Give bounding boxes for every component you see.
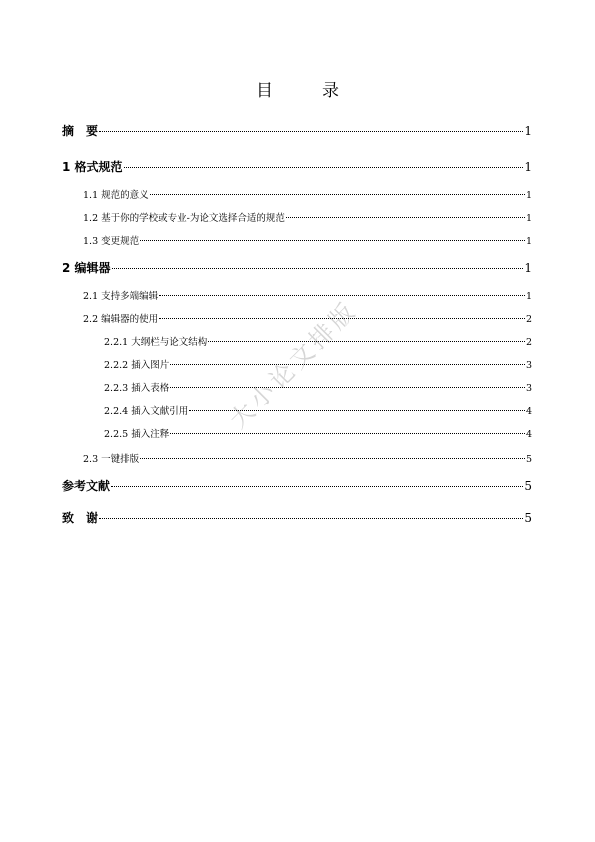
toc-leader-dots [208, 341, 525, 342]
toc-entry-2-2-5[interactable] [104, 426, 532, 440]
toc-entry-label: 2.2.2 插入图片 [104, 360, 170, 371]
toc-entry-page: 1 [524, 124, 532, 138]
toc-leader-dots [170, 387, 525, 388]
toc-leader-dots [99, 518, 523, 519]
toc-entry-label: 2.2 编辑器的使用 [83, 314, 159, 325]
toc-entry-label: 2.2.1 大纲栏与论文结构 [104, 337, 208, 348]
toc-entry-label: 2.2.5 插入注释 [104, 429, 170, 440]
toc-leader-dots [150, 194, 525, 195]
toc-entry-abstract[interactable] [62, 122, 532, 139]
toc-entry-2-1[interactable] [83, 288, 532, 302]
toc-leader-dots [159, 318, 525, 319]
toc-entry-label: 2.2.3 插入表格 [104, 383, 170, 394]
toc-entry-page: 2 [525, 337, 532, 348]
toc-entry-label: 1 格式规范 [62, 160, 123, 174]
toc-leader-dots [124, 167, 524, 168]
toc-entry-1-2[interactable] [83, 210, 532, 224]
toc-entry-page: 1 [525, 291, 532, 302]
toc-entry-1-3[interactable] [83, 233, 532, 247]
toc-entry-page: 3 [525, 383, 532, 394]
toc-entry-2-2-3[interactable] [104, 380, 532, 394]
toc-leader-dots [111, 486, 523, 487]
toc-entry-page: 1 [525, 236, 532, 247]
toc-leader-dots [286, 217, 525, 218]
toc-entry-page: 4 [525, 429, 532, 440]
toc-entry-page: 1 [524, 160, 532, 174]
toc-leader-dots [99, 131, 523, 132]
page-title: 目 录 [256, 81, 355, 101]
toc-entry-label: 参考文献 [62, 479, 111, 493]
toc-entry-label: 致 谢 [62, 511, 99, 525]
toc-entry-2-3[interactable] [83, 451, 532, 465]
toc-entry-page: 3 [525, 360, 532, 371]
toc-entry-page: 2 [525, 314, 532, 325]
toc-entry-page: 5 [524, 511, 532, 525]
toc-entry-label: 1.2 基于你的学校或专业-为论文选择合适的规范 [83, 213, 285, 224]
toc-entry-page: 5 [525, 454, 532, 465]
toc-entry-references[interactable] [62, 477, 532, 494]
toc-entry-page: 4 [525, 406, 532, 417]
toc-entry-2-2-2[interactable] [104, 357, 532, 371]
toc-entry-page: 1 [525, 213, 532, 224]
toc-entry-page: 1 [525, 190, 532, 201]
toc-entry-label: 2.2.4 插入文献引用 [104, 406, 189, 417]
toc-entry-2-2-4[interactable] [104, 403, 532, 417]
toc-entry-2-2-1[interactable] [104, 334, 532, 348]
watermark: 大小论文排版 [224, 295, 363, 435]
toc-entry-label: 2 编辑器 [62, 261, 111, 275]
toc-entry-label: 1.3 变更规范 [83, 236, 140, 247]
toc-leader-dots [170, 433, 525, 434]
toc-leader-dots [140, 240, 525, 241]
toc-entry-acknowledgements[interactable] [62, 509, 532, 526]
toc-entry-chapter-1[interactable] [62, 158, 532, 175]
toc-leader-dots [159, 295, 525, 296]
toc-entry-chapter-2[interactable] [62, 259, 532, 276]
toc-leader-dots [140, 458, 525, 459]
toc-entry-2-2[interactable] [83, 311, 532, 325]
toc-leader-dots [170, 364, 525, 365]
toc-entry-label: 2.3 一键排版 [83, 454, 140, 465]
toc-entry-label: 摘 要 [62, 124, 99, 138]
toc-entry-page: 1 [524, 261, 532, 275]
toc-leader-dots [189, 410, 525, 411]
toc-entry-label: 1.1 规范的意义 [83, 190, 149, 201]
toc-leader-dots [112, 268, 524, 269]
toc-entry-1-1[interactable] [83, 187, 532, 201]
toc-entry-label: 2.1 支持多端编辑 [83, 291, 159, 302]
toc-entry-page: 5 [524, 479, 532, 493]
